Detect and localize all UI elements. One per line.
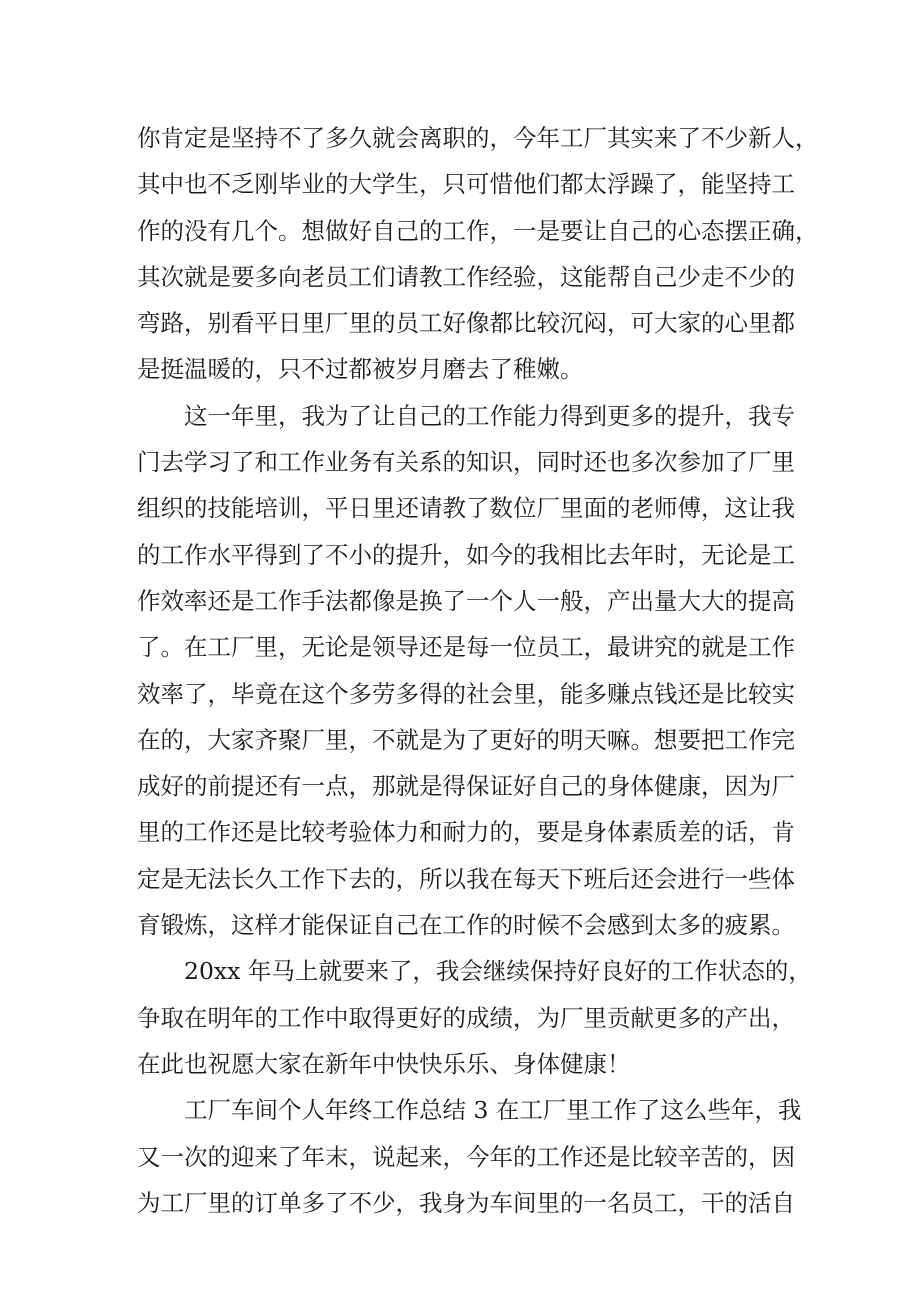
text-line: 作的没有几个。想做好自己的工作，一是要让自己的心态摆正确，: [137, 216, 819, 245]
text-line: 20xx 年马上就要来了，我会继续保持好良好的工作状态的，: [184, 957, 812, 986]
text-line: 其中也不乏刚毕业的大学生，只可惜他们都太浮躁了，能坚持工: [137, 170, 795, 199]
text-line: 你肯定是坚持不了多久就会离职的，今年工厂其实来了不少新人，: [137, 124, 819, 152]
text-line: 又一次的迎来了年末，说起来，今年的工作还是比较辛苦的，因: [137, 1142, 795, 1171]
text-line: 在此也祝愿大家在新年中快快乐乐、身体健康！: [137, 1049, 631, 1078]
text-line: 成好的前提还有一点，那就是得保证好自己的身体健康，因为厂: [137, 772, 795, 801]
document-body: [137, 115, 817, 1226]
text-line: 门去学习了和工作业务有关系的知识，同时还也多次参加了厂里: [137, 448, 795, 477]
text-line: 里的工作还是比较考验体力和耐力的，要是身体素质差的话，肯: [137, 818, 795, 847]
text-line: 组织的技能培训，平日里还请教了数位厂里面的老师傅，这让我: [137, 494, 795, 523]
text-line: 育锻炼，这样才能保证自己在工作的时候不会感到太多的疲累。: [137, 911, 795, 940]
text-line: 为工厂里的订单多了不少，我身为车间里的一名员工，干的活自: [137, 1188, 795, 1217]
text-line: 的工作水平得到了不小的提升，如今的我相比去年时，无论是工: [137, 540, 795, 569]
text-line: 了。在工厂里，无论是领导还是每一位员工，最讲究的就是工作: [137, 633, 795, 662]
text-line: 作效率还是工作手法都像是换了一个人一般，产出量大大的提高: [137, 586, 795, 615]
text-line: 其次就是要多向老员工们请教工作经验，这能帮自己少走不少的: [137, 262, 795, 291]
text-line: 是挺温暖的，只不过都被岁月磨去了稚嫩。: [137, 355, 584, 384]
text-line: 这一年里，我为了让自己的工作能力得到更多的提升，我专: [184, 401, 795, 430]
text-line: 弯路，别看平日里厂里的员工好像都比较沉闷，可大家的心里都: [137, 309, 795, 338]
text-line: 定是无法长久工作下去的，所以我在每天下班后还会进行一些体: [137, 864, 795, 893]
text-line: 在的，大家齐聚厂里，不就是为了更好的明天嘛。想要把工作完: [137, 725, 795, 754]
text-line: 争取在明年的工作中取得更好的成绩，为厂里贡献更多的产出，: [137, 1003, 795, 1032]
text-line: 效率了，毕竟在这个多劳多得的社会里，能多赚点钱还是比较实: [137, 679, 795, 708]
text-line: 工厂车间个人年终工作总结 3 在工厂里工作了这么些年，我: [184, 1096, 802, 1125]
